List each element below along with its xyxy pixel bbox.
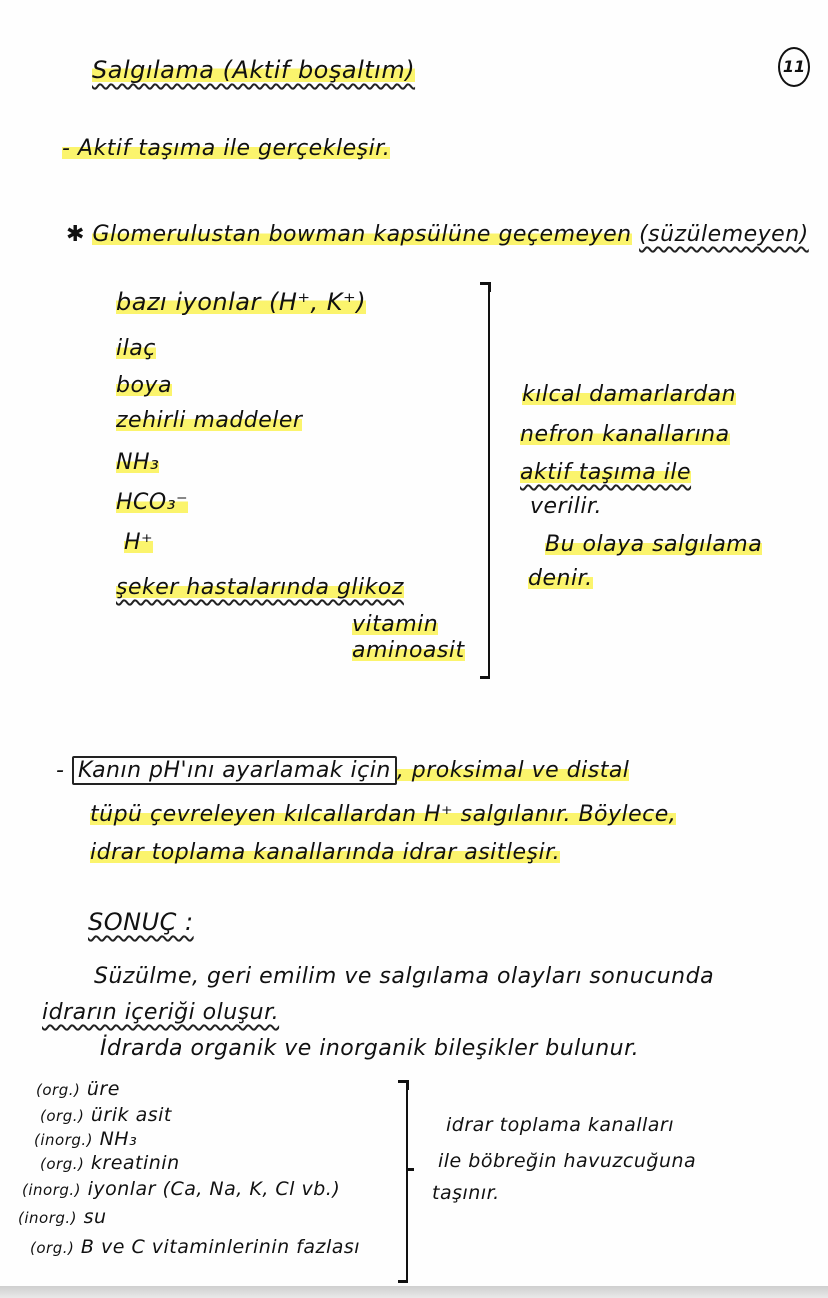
urine-item: (inorg.) su bbox=[18, 1206, 107, 1228]
glomerulus-line bbox=[66, 222, 809, 247]
urine-item: (org.) kreatinin bbox=[40, 1152, 180, 1174]
ph-line-3: idrar toplama kanallarında idrar asitleşir. bbox=[90, 840, 561, 865]
note-line: nefron kanallarına bbox=[520, 422, 730, 447]
conclusion-line-1: Süzülme, geri emilim ve salgılama olayları sonucunda bbox=[94, 964, 715, 989]
urine-item: (inorg.) NH₃ bbox=[34, 1128, 138, 1150]
ph-line-1: - Kanın pH'ını ayarlamak için , proksimal ve distal bbox=[56, 758, 630, 783]
intro-text: - Aktif taşıma ile gerçekleşir. bbox=[62, 136, 391, 161]
boxed-phrase: Kanın pH'ını ayarlamak için bbox=[72, 756, 397, 785]
substance-item: zehirli maddeler bbox=[116, 408, 303, 433]
urine-item: (org.) B ve C vitaminlerinin fazlası bbox=[30, 1236, 361, 1258]
note-line: ile böbreğin havuzcuğuna bbox=[438, 1150, 697, 1172]
substance-item: HCO₃⁻ bbox=[116, 490, 189, 515]
intro-line bbox=[62, 136, 390, 161]
glomerulus-text: Glomerulustan bowman kapsülüne geçemeyen bbox=[92, 222, 632, 247]
conclusion-line-3: İdrarda organik ve inorganik bileşikler bulunur. bbox=[100, 1036, 640, 1061]
urine-item: (inorg.) iyonlar (Ca, Na, K, Cl vb.) bbox=[22, 1178, 341, 1200]
page-title bbox=[92, 56, 415, 84]
page-number: 11 bbox=[778, 47, 810, 87]
bracket-substances bbox=[478, 282, 490, 678]
ph-line-2: tüpü çevreleyen kılcallardan H⁺ salgılanır. Böylece, bbox=[90, 802, 677, 827]
title-text: Salgılama (Aktif boşaltım) bbox=[92, 56, 416, 84]
substance-item: şeker hastalarında glikoz bbox=[116, 575, 404, 600]
note-line: kılcal damarlardan bbox=[522, 382, 737, 407]
substance-item: boya bbox=[116, 373, 172, 398]
glomerulus-paren: (süzülemeyen) bbox=[639, 222, 809, 247]
substance-item: ilaç bbox=[116, 336, 156, 361]
substance-item: bazı iyonlar (H⁺, K⁺) bbox=[116, 288, 367, 316]
urine-item: (org.) ürik asit bbox=[40, 1104, 172, 1126]
note-line: Bu olaya salgılama bbox=[545, 532, 763, 557]
note-line: verilir. bbox=[530, 494, 602, 519]
substance-item: H⁺ bbox=[124, 530, 154, 555]
note-line: idrar toplama kanalları bbox=[446, 1114, 675, 1136]
conclusion-line-2: idrarın içeriği oluşur. bbox=[42, 1000, 280, 1025]
asterisk-icon: ✱ bbox=[66, 222, 85, 247]
page-edge bbox=[0, 1286, 828, 1298]
note-line: taşınır. bbox=[432, 1182, 500, 1204]
note-line: aktif taşıma ile bbox=[520, 460, 692, 485]
note-line: denir. bbox=[528, 566, 593, 591]
substance-item: vitamin bbox=[352, 612, 439, 637]
conclusion-heading: SONUÇ : bbox=[88, 908, 194, 936]
curly-brace-urine bbox=[396, 1080, 408, 1282]
substance-item: aminoasit bbox=[352, 638, 465, 663]
urine-item: (org.) üre bbox=[36, 1078, 120, 1100]
substance-item: NH₃ bbox=[116, 450, 160, 475]
